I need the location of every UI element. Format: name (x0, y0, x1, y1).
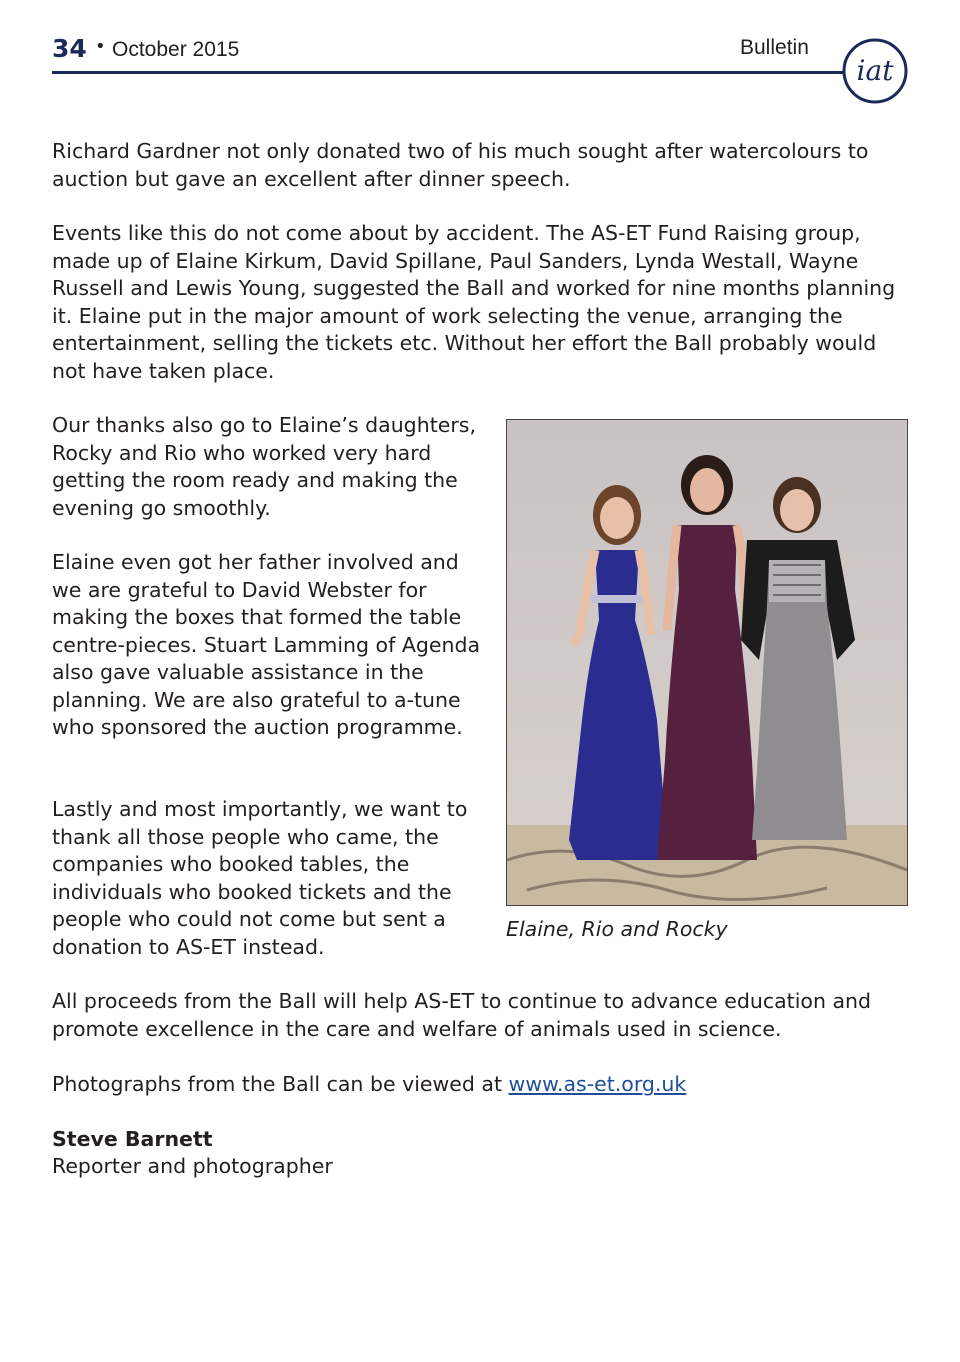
paragraph-richard-gardner: Richard Gardner not only donated two of his much sought after watercolours to auction but gave an excellent after dinner speech. (52, 139, 869, 191)
website-link[interactable]: www.as-et.org.uk (508, 1072, 687, 1096)
photographs-text: Photographs from the Ball can be viewed at (52, 1072, 509, 1096)
photo-caption: Elaine, Rio and Rocky (506, 917, 728, 941)
section-title: Bulletin (740, 36, 809, 59)
iat-logo (842, 38, 908, 104)
author-role: Reporter and photographer (52, 1154, 333, 1178)
logo-text: iat (856, 54, 894, 87)
paragraph-proceeds: All proceeds from the Ball will help AS-ET to continue to advance education and promote excellence in the care and welfare of animals used in science. (52, 989, 872, 1041)
paragraph-photographs (52, 1071, 912, 1099)
paragraph-daughters: Our thanks also go to Elaine’s daughters, Rocky and Rio who worked very hard getting the room ready and making the evening go smoothly. (52, 413, 476, 520)
page-number: 34 (52, 34, 87, 63)
paragraph-father: Elaine even got her father involved and we are grateful to David Webster for making the boxes that formed the table centre-pieces. Stuart Lamming of Agenda also gave valuable assistance in the planning. We are also grateful to a-tune who sponsored the auction programme. (52, 550, 481, 739)
bullet-separator: • (95, 36, 106, 57)
paragraph-thanks: Lastly and most importantly, we want to thank all those people who came, the companies who booked tables, the individuals who booked tickets and the people who could not come but sent a donation to AS-ET instead. (52, 797, 468, 959)
header-rule (52, 71, 852, 74)
author-name: Steve Barnett (52, 1127, 213, 1151)
issue-date: October 2015 (112, 38, 240, 61)
event-photo (506, 419, 908, 906)
page-header (52, 30, 912, 110)
paragraph-fund-raising-group: Events like this do not come about by accident. The AS-ET Fund Raising group, made up of Elaine Kirkum, David Spillane, Paul Sanders, Lynda Westall, Wayne Russell and Lewis Young, suggested the Ball and worked for nine months planning it. Elaine put in the major amount of work selecting the venue, arranging the entertainment, selling the tickets etc. Without her effort the Ball probably would not have taken place. (52, 221, 896, 383)
